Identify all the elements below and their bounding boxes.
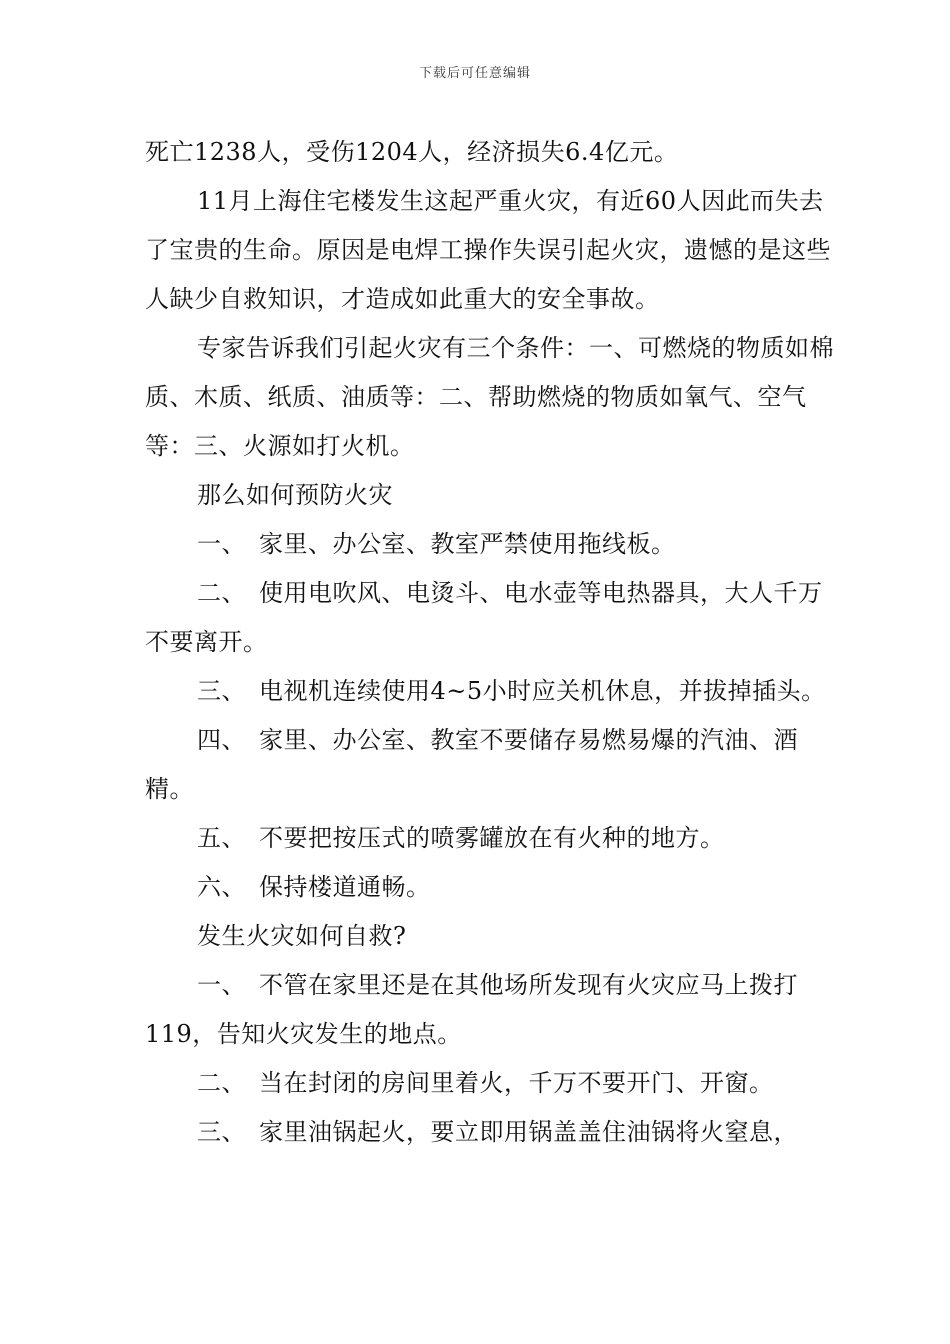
list-text: 保持楼道通畅。 xyxy=(259,873,431,901)
prevention-item xyxy=(145,667,835,716)
list-number: 六、 xyxy=(197,873,246,901)
prevention-item xyxy=(145,863,835,912)
list-number: 二、 xyxy=(197,579,246,607)
list-text: 当在封闭的房间里着火，千万不要开门、开窗。 xyxy=(259,1069,774,1097)
rescue-item xyxy=(145,1108,835,1157)
list-text: 家里油锅起火，要立即用锅盖盖住油锅将火窒息， xyxy=(259,1118,798,1146)
list-number: 一、 xyxy=(197,530,246,558)
prevention-item xyxy=(145,569,835,667)
paragraph-fire-conditions: 专家告诉我们引起火灾有三个条件：一、可燃烧的物质如棉质、木质、纸质、油质等：二、帮助燃烧的物质如氧气、空气等：三、火源如打火机。 xyxy=(145,334,834,460)
prevention-item xyxy=(145,520,835,569)
list-text: 不管在家里还是在其他场所发现有火灾应马上拨打119，告知火灾发生的地点。 xyxy=(145,971,798,1048)
list-text: 使用电吹风、电烫斗、电水壶等电热器具，大人千万不要离开。 xyxy=(145,579,823,656)
rescue-item xyxy=(145,961,835,1059)
list-number: 二、 xyxy=(197,1069,246,1097)
document-body xyxy=(145,128,835,1157)
list-number: 五、 xyxy=(197,824,246,852)
paragraph-shanghai-fire: 11月上海住宅楼发生这起严重火灾，有近60人因此而失去了宝贵的生命。原因是电焊工操作失误引起火灾，遗憾的是这些人缺少自救知识，才造成如此重大的安全事故。 xyxy=(145,187,831,313)
list-number: 三、 xyxy=(197,1118,246,1146)
list-text: 家里、办公室、教室严禁使用拖线板。 xyxy=(259,530,676,558)
paragraph-casualties: 死亡1238人，受伤1204人，经济损失6.4亿元。 xyxy=(145,138,679,166)
list-text: 不要把按压式的喷雾罐放在有火种的地方。 xyxy=(259,824,725,852)
list-text: 电视机连续使用4~5小时应关机休息，并拔掉插头。 xyxy=(259,677,826,705)
list-number: 一、 xyxy=(197,971,246,999)
rescue-item xyxy=(145,1059,835,1108)
list-text: 家里、办公室、教室不要储存易燃易爆的汽油、酒精。 xyxy=(145,726,798,803)
page-header: 下载后可任意编辑 xyxy=(418,66,531,81)
list-number: 三、 xyxy=(197,677,246,705)
prevention-heading: 那么如何预防火灾 xyxy=(197,481,393,509)
prevention-item xyxy=(145,716,835,814)
prevention-item xyxy=(145,814,835,863)
list-number: 四、 xyxy=(197,726,246,754)
rescue-heading: 发生火灾如何自救? xyxy=(197,922,407,950)
